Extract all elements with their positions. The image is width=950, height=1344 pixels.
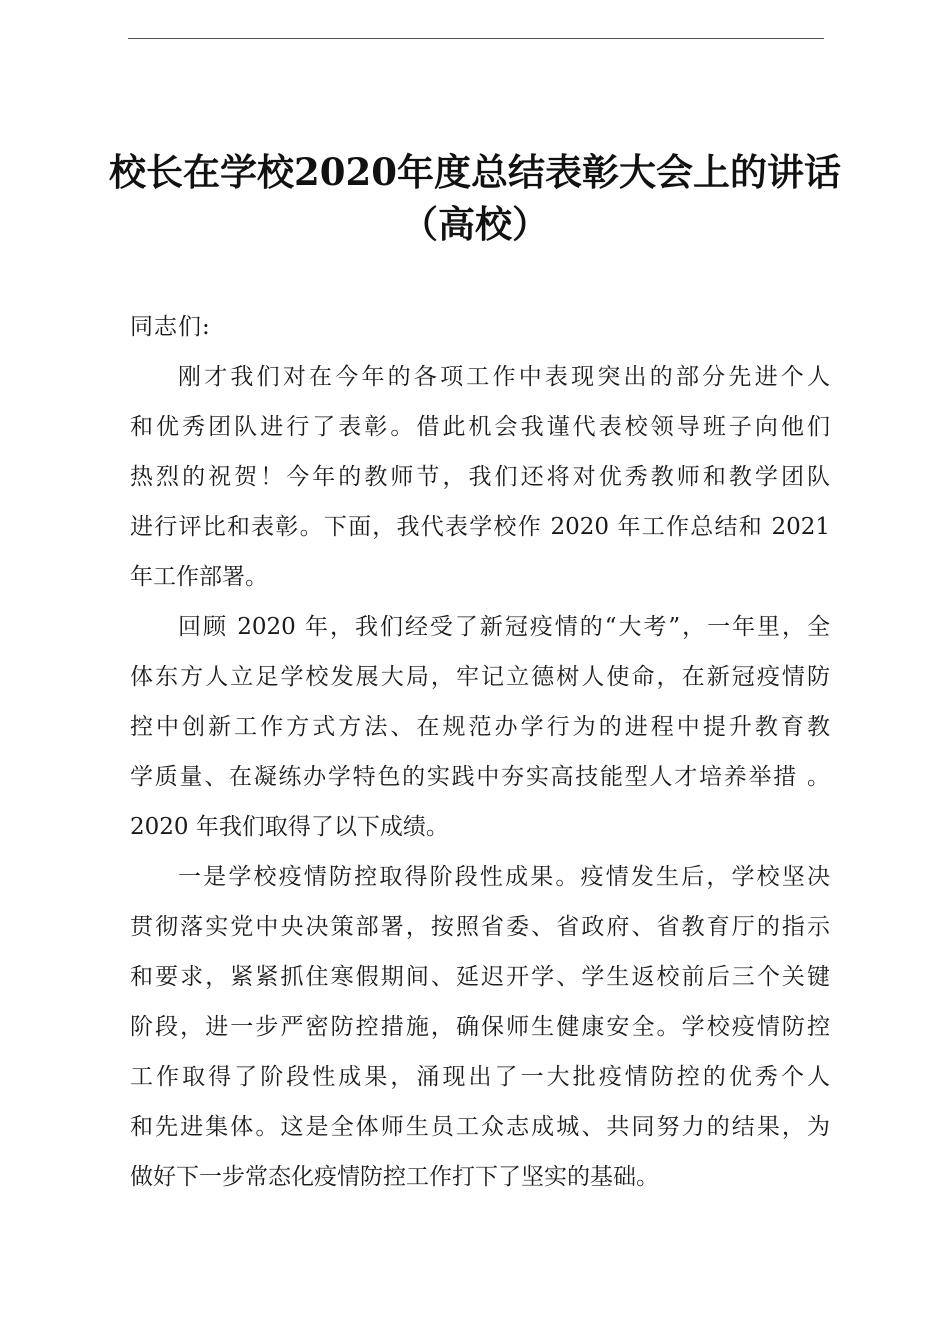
paragraph-line: 做好下一步常态化疫情防控工作打下了坚实的基础。 bbox=[130, 1164, 659, 1190]
paragraph-line: 刚才我们对在今年的各项工作中表现突出的部分先进个人 bbox=[178, 364, 830, 390]
salutation: 同志们: bbox=[130, 314, 211, 340]
paragraph-line: 和先进集体。这是全体师生员工众志成城、共同努力的结果，为 bbox=[130, 1114, 830, 1140]
paragraph-line: 热烈的祝贺！今年的教师节，我们还将对优秀教师和教学团队 bbox=[130, 464, 830, 490]
paragraph-line: 工作取得了阶段性成果，涌现出了一大批疫情防控的优秀个人 bbox=[130, 1064, 830, 1090]
paragraph-line: 阶段，进一步严密防控措施，确保师生健康安全。学校疫情防控 bbox=[130, 1014, 830, 1040]
paragraph-line: 2020 年我们取得了以下成绩。 bbox=[130, 814, 449, 840]
header-rule bbox=[128, 38, 824, 39]
document-title bbox=[100, 146, 850, 250]
paragraph-line: 体东方人立足学校发展大局，牢记立德树人使命，在新冠疫情防 bbox=[130, 664, 830, 690]
paragraph-line: 贯彻落实党中央决策部署，按照省委、省政府、省教育厅的指示 bbox=[130, 914, 830, 940]
title-line-1: 校长在学校2020年度总结表彰大会上的讲话 bbox=[109, 150, 841, 194]
title-line-2: （高校） bbox=[401, 202, 549, 246]
paragraph-line: 和优秀团队进行了表彰。借此机会我谨代表校领导班子向他们 bbox=[130, 414, 830, 440]
document-body bbox=[130, 302, 830, 1202]
paragraph-line: 学质量、在凝练办学特色的实践中夯实高技能型人才培养举措 。 bbox=[130, 764, 830, 790]
paragraph-2 bbox=[130, 602, 830, 852]
paragraph-line: 进行评比和表彰。下面，我代表学校作 2020 年工作总结和 2021 bbox=[130, 514, 830, 540]
paragraph-line: 一是学校疫情防控取得阶段性成果。疫情发生后，学校坚决 bbox=[178, 864, 830, 890]
paragraph-3 bbox=[130, 852, 830, 1202]
paragraph-1 bbox=[130, 352, 830, 602]
paragraph-line: 和要求，紧紧抓住寒假期间、延迟开学、学生返校前后三个关键 bbox=[130, 964, 830, 990]
paragraph-line: 控中创新工作方式方法、在规范办学行为的进程中提升教育教 bbox=[130, 714, 830, 740]
paragraph-line: 回顾 2020 年，我们经受了新冠疫情的“大考”，一年里，全 bbox=[178, 614, 830, 640]
paragraph-line: 年工作部署。 bbox=[130, 564, 268, 590]
